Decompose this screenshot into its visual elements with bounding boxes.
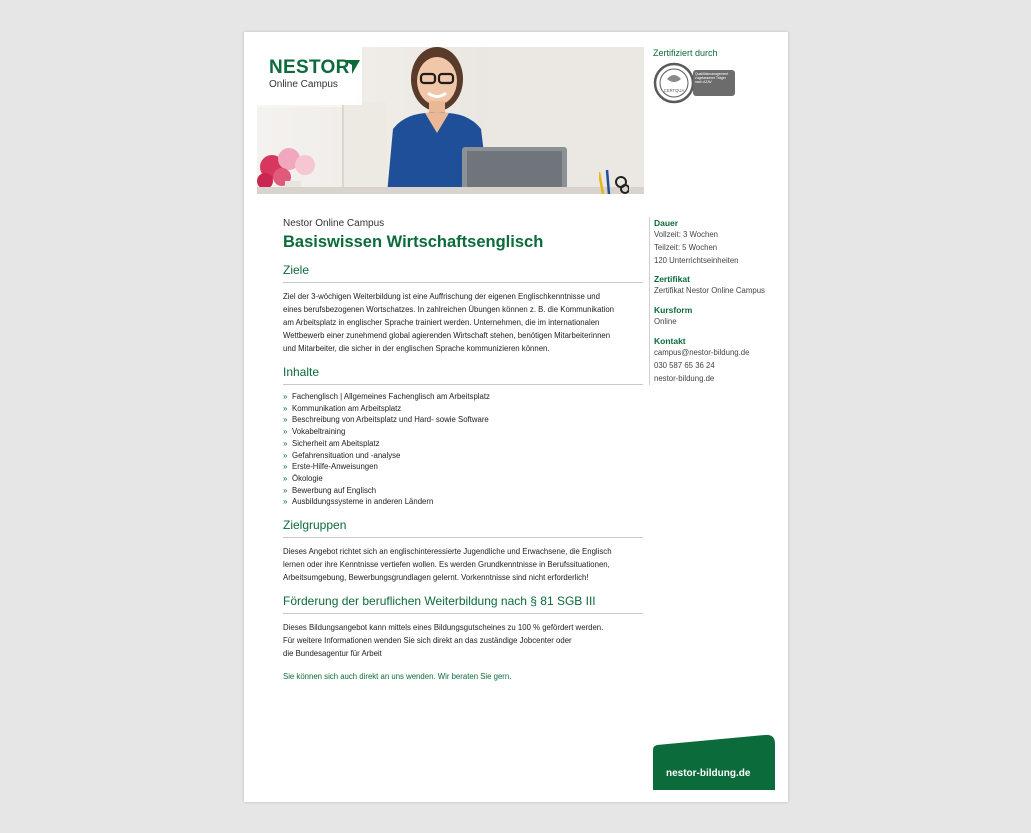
ziele-text (283, 290, 643, 355)
list-item-text: Kommunikation am Arbeitsplatz (292, 403, 402, 413)
sidebar-heading-zertifikat: Zertifikat (654, 274, 690, 285)
text-line: Wettbewerb einer zunehmend global agierenden Wirtschaft stehen, benötigen Mitarbeiterinnen (283, 331, 611, 340)
sidebar-value: Zertifikat Nestor Online Campus (654, 286, 765, 296)
bullet-icon: » (283, 450, 288, 460)
zielgruppen-text (283, 545, 643, 584)
text-line: Dieses Bildungsangebot kann mittels eines Bildungsgutscheines zu 100 % gefördert werden. (283, 623, 604, 633)
course-title: Basiswissen Wirtschaftsenglisch (283, 233, 544, 251)
list-item-text: Ökologie (292, 473, 323, 483)
contact-phone: 030 587 65 36 24 (654, 360, 715, 370)
list-item (283, 496, 643, 508)
section-heading-zielgruppen: Zielgruppen (283, 518, 643, 538)
contact-email: campus@nestor-bildung.de (654, 347, 750, 357)
text-line: am Arbeitsplatz in englischer Sprache trainiert werden. Unternehmen, die im internationalen (283, 318, 600, 327)
sidebar-value: Vollzeit: 3 Wochen (654, 230, 719, 239)
list-item (283, 485, 643, 497)
text-line: Dieses Angebot richtet sich an englischinteressierte Jugendliche und Erwachsene, die Englisch (283, 547, 612, 557)
bullet-icon: » (283, 415, 288, 425)
sidebar-value: 120 Unterrichtseinheiten (654, 255, 739, 265)
list-item (283, 391, 643, 403)
list-item-text: Erste-Hilfe-Anweisungen (292, 462, 378, 472)
info-sidebar (649, 217, 779, 385)
list-item-text: Ausbildungssysteme in anderen Ländern (292, 497, 434, 507)
sidebar-value: Online (654, 317, 677, 327)
sidebar-heading-kursform: Kursform (654, 305, 693, 316)
list-item-text: Fachenglisch | Allgemeines Fachenglisch am Arbeitsplatz (292, 392, 490, 401)
flowers-illustration (257, 139, 327, 194)
bullet-icon: » (283, 392, 288, 401)
logo-arrow-icon (344, 59, 360, 75)
section-foerderung (283, 594, 643, 683)
text-line: Ziel der 3-wöchigen Weiterbildung ist eine Auffrischung der eigenen Englischkenntnisse und (283, 292, 600, 301)
sidebar-heading-kontakt: Kontakt (654, 335, 686, 346)
list-item (283, 438, 643, 450)
section-heading-inhalte: Inhalte (283, 365, 643, 385)
bullet-icon: » (283, 485, 288, 495)
list-item (283, 403, 643, 415)
inhalte-list (283, 391, 643, 508)
foerderung-text (283, 621, 643, 660)
logo-name: NESTOR (269, 57, 350, 78)
hero-image (257, 47, 644, 194)
contact-cta: Sie können sich auch direkt an uns wenden. Wir beraten Sie gern. (283, 672, 512, 682)
bullet-icon: » (283, 438, 288, 448)
list-item-text: Beschreibung von Arbeitsplatz und Hard- sowie Software (292, 415, 489, 425)
desk-surface (257, 187, 644, 194)
list-item-text: Sicherheit am Abeitsplatz (292, 438, 380, 448)
badge-name: CERTQUA (663, 88, 685, 93)
list-item (283, 426, 643, 438)
bullet-icon: » (283, 427, 288, 437)
logo (257, 47, 362, 105)
list-item (283, 461, 643, 473)
main-content (283, 218, 643, 683)
brochure-page (244, 32, 788, 802)
text-line: die Bundesagentur für Arbeit (283, 649, 382, 659)
text-line: und Mitarbeiter, die sicher in der englischen Sprache kommunizieren können. (283, 344, 550, 353)
logo-subtitle: Online Campus (269, 79, 338, 90)
text-line: eines berufsbezogenen Wortschatzes. In zahlreichen Übungen können z. B. die Kommunikation (283, 305, 614, 314)
section-inhalte (283, 365, 643, 508)
certification-label: Zertifiziert durch (653, 48, 718, 58)
list-item (283, 473, 643, 485)
contact-website: nestor-bildung.de (654, 373, 715, 383)
certqua-badge-icon (653, 62, 737, 104)
badge-caption: Qualitätsmanagement zugelassener Träger nach AZAV (695, 72, 729, 85)
section-ziele (283, 263, 643, 355)
sidebar-heading-dauer: Dauer (654, 218, 679, 228)
footer-tag-shape (653, 734, 775, 790)
bullet-icon: » (283, 403, 288, 413)
section-zielgruppen (283, 518, 643, 584)
list-item-text: Bewerbung auf Englisch (292, 485, 377, 495)
bullet-icon: » (283, 473, 288, 483)
list-item-text: Gefahrensituation und -analyse (292, 450, 401, 460)
text-line: Arbeitsumgebung, Bewerbungsgrundlagen gelernt. Vorkenntnisse sind nicht erforderlich! (283, 573, 589, 583)
list-item-text: Vokabeltraining (292, 427, 346, 437)
course-provider: Nestor Online Campus (283, 218, 385, 229)
text-line: Für weitere Informationen wenden Sie sich direkt an das zuständige Jobcenter oder (283, 636, 572, 646)
list-item (283, 414, 643, 426)
sidebar-value: Teilzeit: 5 Wochen (654, 242, 718, 252)
bullet-icon: » (283, 462, 288, 472)
footer-url: nestor-bildung.de (666, 768, 751, 779)
section-heading-foerderung: Förderung der beruflichen Weiterbildung nach § 81 SGB III (283, 594, 643, 614)
bullet-icon: » (283, 497, 288, 507)
list-item (283, 450, 643, 462)
text-line: lernen oder ihre Kenntnisse vertiefen wollen. Es werden Grundkenntnisse in Berufssituationen, (283, 560, 610, 570)
pens-illustration (599, 167, 629, 194)
section-heading-ziele: Ziele (283, 263, 643, 283)
